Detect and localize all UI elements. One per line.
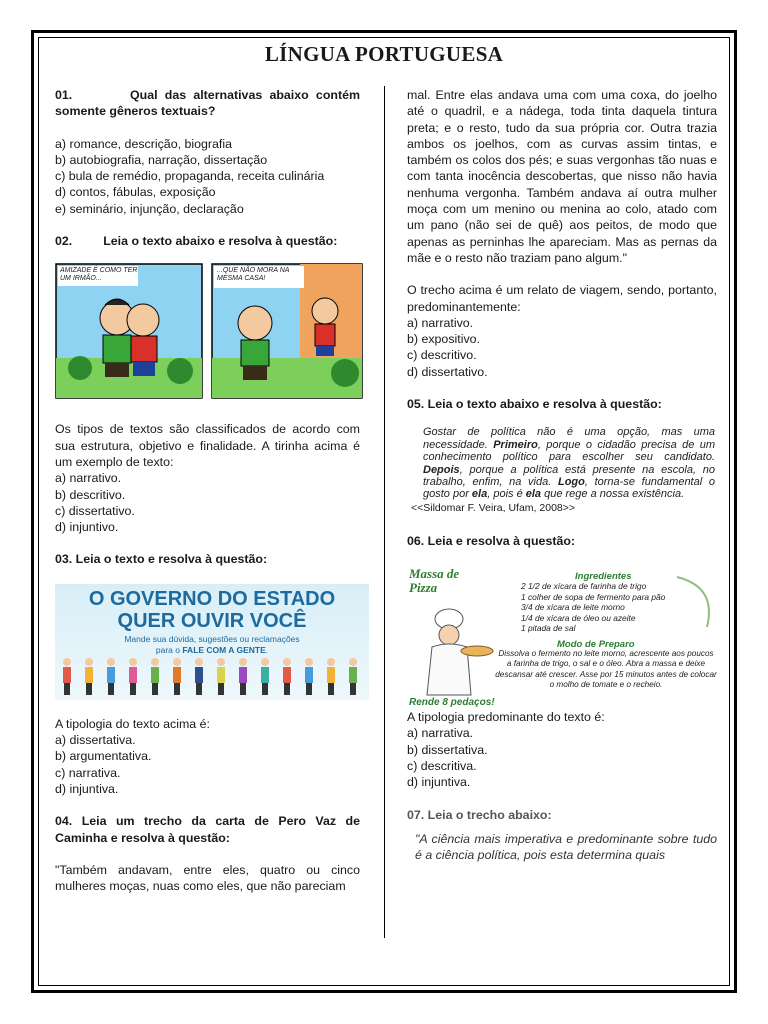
question-4-option-a[interactable]: a) narrativo. bbox=[407, 315, 474, 330]
banner-heading-2: QUER OUVIR VOCÊ bbox=[117, 609, 307, 632]
question-1-option-b[interactable]: b) autobiografia, narração, dissertação bbox=[55, 152, 268, 167]
question-4-option-b[interactable]: b) expositivo. bbox=[407, 332, 481, 347]
ingredient-item: 1 pitada de sal bbox=[521, 623, 576, 634]
question-4-option-d[interactable]: d) dissertativo. bbox=[407, 364, 488, 379]
question-3-prompt: 03. Leia o texto e resolva à questão: bbox=[55, 552, 268, 567]
question-6-prompt: 06. Leia e resolva à questão: bbox=[407, 533, 576, 548]
ingredient-item: 1/4 de xícara de óleo ou azeite bbox=[521, 612, 636, 623]
question-2-option-c[interactable]: c) dissertativo. bbox=[55, 503, 135, 518]
question-1-option-c[interactable]: c) bula de remédio, propaganda, receita culinária bbox=[55, 169, 325, 184]
question-3-option-d[interactable]: d) injuntiva. bbox=[55, 781, 119, 796]
page-title: LÍNGUA PORTUGUESA bbox=[264, 42, 504, 66]
politics-quote-source: <<Sildomar F. Veira, Ufam, 2008>> bbox=[411, 501, 576, 514]
question-3-option-a[interactable]: a) dissertativa. bbox=[55, 733, 136, 748]
question-2-body: Os tipos de textos são classificados de acordo com sua estrutura, objetivo e finalidade. A tirinha acima é um exemplo de texto: bbox=[55, 422, 360, 469]
ingredient-item: 2 1/2 de xícara de farinha de trigo bbox=[521, 581, 647, 592]
question-2-prompt: 02. Leia o texto abaixo e resolva à questão: bbox=[55, 234, 338, 249]
comic-bubble-1: AMIZADE É COMO TER UM IRMÃO... bbox=[60, 267, 138, 283]
question-1-option-d[interactable]: d) contos, fábulas, exposição bbox=[55, 185, 216, 200]
question-7-prompt: 07. Leia o trecho abaixo: bbox=[407, 807, 552, 822]
comic-strip bbox=[55, 263, 363, 401]
question-5-prompt: 05. Leia o texto abaixo e resolva à questão: bbox=[407, 397, 662, 412]
ingredient-item: 3/4 de xícara de leite morno bbox=[521, 602, 625, 613]
banner-sub-2: para o FALE COM A GENTE. bbox=[155, 644, 269, 655]
question-4-body: O trecho acima é um relato de viagem, sendo, portanto, predominantemente: bbox=[407, 283, 717, 314]
question-4-prompt: 04. Leia um trecho da carta de Pero Vaz de Caminha e resolva à questão: bbox=[55, 814, 360, 845]
question-2-option-d[interactable]: d) injuntivo. bbox=[55, 520, 119, 535]
ingredients-title: Ingredientes bbox=[575, 571, 632, 583]
column-divider bbox=[384, 86, 385, 938]
question-1-option-e[interactable]: e) seminário, injunção, declaração bbox=[55, 201, 244, 216]
right-column bbox=[407, 87, 717, 863]
left-column bbox=[55, 87, 360, 894]
question-3-option-c[interactable]: c) narrativa. bbox=[55, 765, 121, 780]
recipe-yield: Rende 8 pedaços! bbox=[409, 697, 495, 709]
question-6-body: A tipologia predominante do texto é: bbox=[407, 710, 605, 725]
question-3-body: A tipologia do texto acima é: bbox=[55, 716, 210, 731]
banner-heading-1: O GOVERNO DO ESTADO bbox=[88, 587, 336, 610]
question-7-quote: "A ciência mais imperativa e predominante sobre tudo é a ciência política, pois esta determina quais bbox=[415, 831, 717, 863]
question-1-option-a[interactable]: a) romance, descrição, biografia bbox=[55, 136, 232, 151]
preparo-text: Dissolva o fermento no leite morno, acrescente aos poucos a farinha de trigo, o sal e o óleo. Abra a massa e deixe descansar até crescer. Asse por 15 minutos antes de colocar o molho de tomate e o recheio. bbox=[495, 649, 717, 690]
question-1-prompt: 01. Qual das alternativas abaixo contém somente gêneros textuais? bbox=[55, 88, 360, 119]
question-6-option-a[interactable]: a) narrativa. bbox=[407, 726, 474, 741]
preparo-title: Modo de Preparo bbox=[557, 639, 635, 651]
question-4-quote-continued: mal. Entre elas andava uma com uma coxa, do joelho até o quadril, e a nádega, toda tinta daquela tintura preta; e o resto, tudo da sua própria cor. Outra trazia ambos os joelhos, com as curvas assim tintas, e também os colos dos pés; e suas vergonhas tão nuas e com tanta inocência descobertas, que nisso não havia nenhuma vergonha. Também andava aí outra mulher moça com um menino ou menina ao colo, atado com um pano (não sei de quê) aos peitos, de modo que apenas as perninhas lhe apareciam. Mas as pernas da mãe e o resto não traziam pano algum." bbox=[407, 88, 717, 265]
comic-bubble-2: ...QUE NÃO MORA NA MESMA CASA! bbox=[217, 267, 290, 283]
question-2-option-a[interactable]: a) narrativo. bbox=[55, 471, 122, 486]
question-6-option-b[interactable]: b) dissertativa. bbox=[407, 742, 488, 757]
government-banner bbox=[55, 584, 369, 700]
pizza-recipe-card bbox=[407, 567, 719, 709]
question-4-quote-start: "Também andavam, entre eles, quatro ou cinco mulheres moças, nuas como eles, que não pareciam bbox=[55, 862, 360, 894]
comic-strip-art bbox=[55, 263, 363, 401]
banner-people-art bbox=[55, 654, 369, 700]
ingredients-list bbox=[521, 581, 717, 634]
recipe-title: Massa de Pizza bbox=[409, 567, 460, 596]
question-3-option-b[interactable]: b) argumentativa. bbox=[55, 749, 152, 764]
question-6-option-c[interactable]: c) descritiva. bbox=[407, 758, 477, 773]
question-4-option-c[interactable]: c) descritivo. bbox=[407, 348, 477, 363]
question-2-option-b[interactable]: b) descritivo. bbox=[55, 487, 126, 502]
ingredient-item: 1 colher de sopa de fermento para pão bbox=[521, 591, 666, 602]
banner-sub-1: Mande sua dúvida, sugestões ou reclamações bbox=[124, 633, 300, 644]
question-6-option-d[interactable]: d) injuntiva. bbox=[407, 775, 471, 790]
politics-quote-box: Gostar de política não é uma opção, mas uma necessidade. Primeiro, porque o cidadão precisa de um conhecimento político para escolher seu candidato. Depois, porque a política está presente na escola, no trabalho, enfim, na vida. Logo, torna-se fundamental o gosto por ela, pois é ela que rege a nossa existência. bbox=[423, 426, 715, 501]
